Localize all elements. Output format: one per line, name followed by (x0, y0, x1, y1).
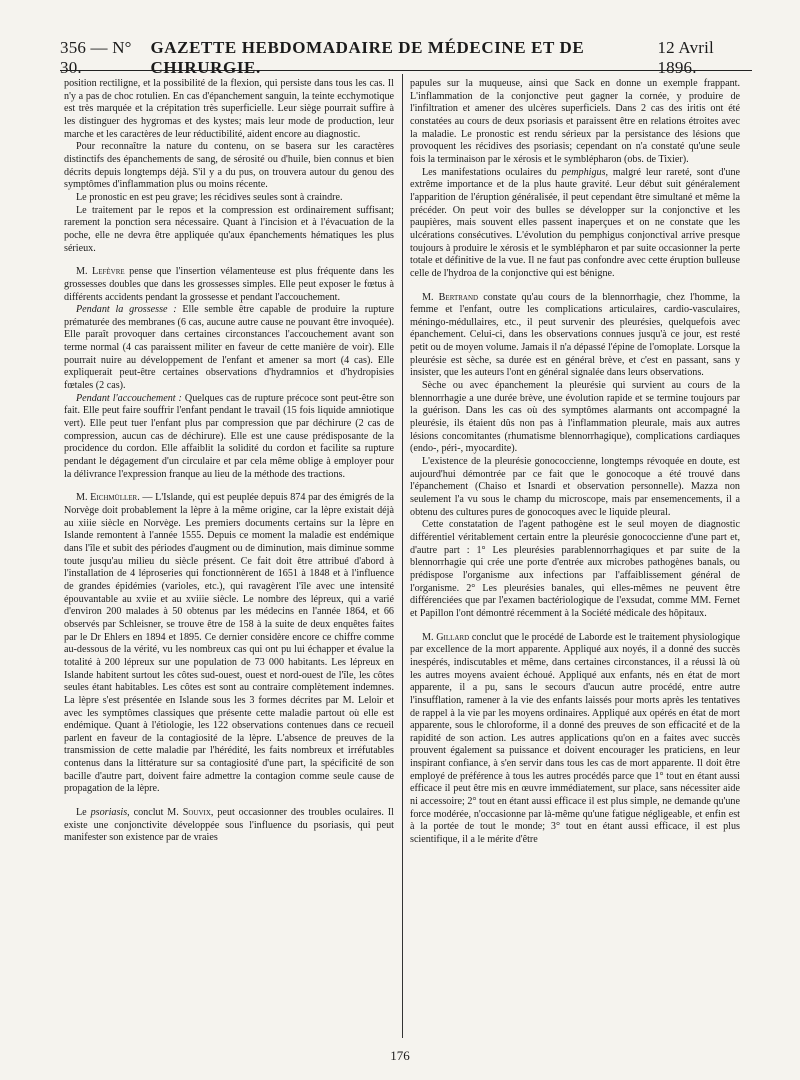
term: pemphigus (561, 166, 606, 178)
paragraph-gillard (410, 632, 740, 847)
paragraph: position rectiligne, et la possibilité de la flexion, qui persiste dans tous les cas. Il n'y a pas de choc rotulien. En cas d'épanchement sanguin, la teinte ecchymotique est très marquée et la crépitation très superficielle. Leur siège pourrait suffire à les distinguer des hygromas et des kystes; mais leur mode de production, leur marche et les caractères de leur réductibilité, aident encore au diagnostic. (64, 78, 394, 140)
header-rule (60, 70, 752, 71)
paragraph-accouchement (64, 393, 394, 482)
page-header (60, 38, 750, 77)
text-fragment: , conclut (127, 807, 168, 819)
paragraph: papules sur la muqueuse, ainsi que Sack en donne un exemple frappant. L'inflammation de la conjonctive peut gagner la cornée, y produire de l'infiltration et amener des ulcères superficiels. Dans 2 cas des iritis ont été constatées au cours de deux psoriasis et paraissent être en relations étroites avec la maladie. Le pronostic est rendu sérieux par la persistance des lésions que provoquent les récidives des psoriasis; cependant on n'a constaté qu'une seule fois la terminaison par le xérosis et le symblépharon (obs. de Tixier). (410, 78, 740, 165)
paragraph-grossesse (64, 304, 394, 393)
paragraph-text: , peut occasionner des troubles oculaires. Il existe une conjonctivite développée sous l'influence du psoriasis, qui peut manifester son existence par de vraies (64, 807, 394, 844)
section-lead: Pendant la grossesse : (76, 304, 177, 316)
paragraph-text: Elle semble être capable de produire la rupture prématurée des membranes (6 cas, aucune autre cause ne pouvant être invoquée). Elle paraît provoquer dans certaines circonstances l'accouchement avant son terme normal (4 cas paraissent militer en faveur de cette manière de voir). Elle pourrait nuire au développement de l'enfant et amener sa mort (4 cas). Elle expliquerait peut-être certaines observations d'hydramnios et d'hydropisies fœtales (2 cas). (64, 304, 394, 392)
paragraph-text: constate qu'au cours de la blennorrhagie, chez l'homme, la femme et l'enfant, outre les complications articulaires, cardio-vasculaires, méningo-médullaires, etc., il peut survenir des pleurésies, quelquefois avec épanchement. Celui-ci, dans les observations connues jusqu'à ce jour, est resté petit ou de moyen volume. Jamais il n'a dépassé l'épine de l'omoplate. Lorsque la pleurésie est sèche, sa durée est en général brève, et c'est en passant, sans y insister, que les auteurs l'ont en général signalée dans leurs observations. (410, 291, 740, 379)
term: psoriasis (90, 807, 128, 819)
journal-title: GAZETTE HEBDOMADAIRE DE MÉDECINE ET DE CHIRURGIE. (150, 38, 585, 77)
text-fragment: Le (76, 807, 91, 819)
paragraph: Sèche ou avec épanchement la pleurésie qui survient au cours de la blennorrhagie a une durée brève, une évolution rapide et se termine toujours par la guérison. Dans les cas où des symptômes alarmants ont accompagné la pleurésie, ils étaient dûs non pas à l'inflammation pleurale, mais aux autres lésions concomitantes (rhumatisme blennorrhagique), complications cardiaques (endo-, péri-, myocardite). (410, 380, 740, 455)
author-name: M. Lefèvre (76, 266, 125, 278)
author-name: M. Souvix (167, 807, 211, 819)
right-column (410, 78, 740, 1038)
paragraph-text: conclut que le procédé de Laborde est le traitement physiologique par excellence de la mort apparente. Appliqué aux noyés, il a donné des succès inespérés, indiscutables et même, dans certaines circonstances, il a réussi là où les autres moyens avaient échoué. Appliqué aux enfants, nés en état de mort apparente, il a pu, sans le secours d'aucun autre procédé, entre autre l'insufflation, ramener à la vie des enfants laissés pour morts après les tentatives de rappel à la vie par les moyens ordinaires. Appliqué aux opérés en état de mort apparente, sous le chloroforme, il a donné des preuves de son efficacité et de la rapidité de son action. Les autres applications qu'on en a faites avec succès prouvent également sa puissance et doivent encourager les praticiens, en leur inspirant confiance, à s'en servir dans tous les cas de mort apparente. Il doit être employé de préférence à tous les autres procédés parce que 1° tout en étant aussi efficace il peut être mis en œuvre immédiatement, sur place, sans nécessiter aide ni accessoire; 2° tout en étant aussi efficace il est plus simple, ne demande qu'une force modérée, n'occasionne par là-même qu'une fatigue négligeable, et enfin est à la portée de tout le monde; 3° tout en étant aussi efficace, il est plus scientifique, il a le mérite d'être (410, 631, 740, 846)
paragraph: L'existence de la pleurésie gonococcienne, longtemps révoquée en doute, est aujourd'hui démontrée par ce fait que le gonocoque a été trouvé dans l'épanchement (Chaiso et Isnardi et observation personnelle). Mazza non seulement l'a vu sous le champ du microscope, mais par ensemencements, il a obtenu des cultures pures de gonocoques avec le liquide pleural. (410, 456, 740, 518)
paragraph-text: pense que l'insertion vélamenteuse est plus fréquente dans les grossesses doubles que dans les grossesses simples. Elle peut exposer le fœtus à différents accidents pendant la grossesse et pendant l'accouchement. (64, 266, 394, 303)
paragraph: Pour reconnaître la nature du contenu, on se basera sur les caractères distinctifs des épanchements de sang, de sérosité ou d'huile, bien connus et bien décrits depuis longtemps déjà. S'il y a du pus, on trouvera autour du genou des symptômes d'inflammation plus ou moins récente. (64, 141, 394, 191)
paragraph-text: , malgré leur rareté, sont d'une extrême importance et de la plus haute gravité. Leur début suit généralement l'apparition de l'éruption généralisée, il peut cependant être simultané et même la précéder. On peut voir des bulles se développer sur la conjonctive et les paupières, mais souvent elles passent inaperçues et on ne constate que les ulcérations consécutives. L'évolution du pemphigus conjonctival arrive presque toujours à produire le xérosis et le symblépharon et par suite occasionner la perte totale et définitive de la vue. Il ne faut pas confondre avec cette éruption bulleuse celle de l'hydroa de la conjonctive qui est bénigne. (410, 166, 740, 279)
paragraph-psoriasis (64, 807, 394, 845)
issue-date: 12 Avril 1896. (657, 38, 714, 77)
paragraph-lefevre (64, 266, 394, 304)
page-number: 356 — N° 30. (60, 38, 132, 77)
column-divider (402, 74, 403, 1038)
paragraph-eichmuller (64, 492, 394, 796)
paragraph-text: — L'Islande, qui est peuplée depuis 874 par des émigrés de la Norvège doit probablement la lèpre à la même origine, car la lèpre existait déjà au xiiie siècle en Norvège. Les premiers documents certains sur la lèpre en Islande remontent à l'année 1555. Depuis ce moment la maladie est endémique dans l'île et subit des périodes d'augment ou de diminution, mais diminue somme toute jusqu'au milieu du siècle présent. Ce fait doit être attribué d'abord à l'installation de 4 léproseries qui fonctionnèrent de 1651 à 1848 et à l'influence de grandes épidémies (varioles, etc.), qui ravagèrent l'île avec une intensité épouvantable au xviie et au xviiie siècle. Le nombre des lépreux, qui a varié d'environ 200 malades à 50 obtenus par les médecins en l'année 1864, et 66 observés par Schleisner, se trouve être de 158 à la suite de deux enquêtes faites par le Dr Ehlers en 1894 et 1895. Ce dernier considère encore ce chiffre comme au-dessous de la vérité, vu les nombreux cas qui ont pu lui échapper et évalue la totalité à 200 lépreux sur une population de 73 000 habitants. Les lépreux en Islande habitent surtout les côtes sud-ouest, ouest et nord-ouest de l'île, les côtes seules étant habitables. Les côtes est sont au contraire complètement indemnes. La lèpre s'est présentée en Islande sous les 3 formes décrites par M. Leloir et avec les symptômes classiques que présente cette maladie partout où elle est endémique. Quant à l'étiologie, les 122 observations contenues dans ce recueil parlent en faveur de la contagiosité de la lèpre. L'absence de preuves de la transmission de cette maladie par l'hérédité, les faits nombreux et irréfutables contenus dans la littérature sur sa contagiosité d'une part, la spécificité de son bacille d'autre part, doivent faire admettre la contagion comme seule cause de propagation de la lèpre. (64, 492, 394, 795)
paragraph: Cette constatation de l'agent pathogène est le seul moyen de diagnostic différentiel véritablement certain entre la pleurésie gonococcienne d'une part et, d'autre part : 1° Les pleurésies parablennorrhagiques et par suite de la blennorrhagie qui crée une porte d'entrée aux microbes pathogènes banals, ou prédispose l'organisme aux infections par l'affaiblissement général de l'organisme. 2° Les pleurésies banales, qui elles-mêmes ne peuvent être différenciées que par l'examen bactériologique de l'exsudat, comme MM. Fernet et Papillon l'ont démontré récemment à la Société médicale des hôpitaux. (410, 519, 740, 619)
author-name: M. Eichmüller. (76, 492, 140, 504)
author-name: M. Bertrand (422, 291, 479, 303)
paragraph: Le traitement par le repos et la compression est ordinairement suffisant; rarement la ponction sera nécessaire. Quant à l'incision et à l'évacuation de la poche, elle ne devra être appliquée qu'aux épanchements hématiques les plus sérieux. (64, 204, 394, 254)
section-lead: Pendant l'accouchement : (76, 392, 182, 404)
text-fragment: Les manifestations oculaires du (422, 166, 562, 178)
author-name: M. Gillard (422, 631, 470, 643)
paragraph: Le pronostic en est peu grave; les récidives seules sont à craindre. (76, 191, 343, 203)
paragraph-bertrand (410, 292, 740, 381)
left-column (64, 78, 394, 1038)
page-folio: 176 (390, 1048, 410, 1063)
paragraph-text: Quelques cas de rupture précoce sont peut-être son fait. Elle peut faire souffrir l'enfant pendant le travail (15 fois liquide amniotique vert). Elle peut tuer l'enfant plus par compression que par déchirure (2 cas de compression, aucun cas de déchirure). Elle est une cause prédisposante de la procidence du cordon. Elle affaiblit la solidité du cordon et facilite sa rupture pendant le dégagement d'un circulaire et par cela même oblige à employer pour la délivrance l'expression franque au lieu de la méthode des tractions. (64, 392, 394, 480)
paragraph-pemphigus (410, 167, 740, 281)
